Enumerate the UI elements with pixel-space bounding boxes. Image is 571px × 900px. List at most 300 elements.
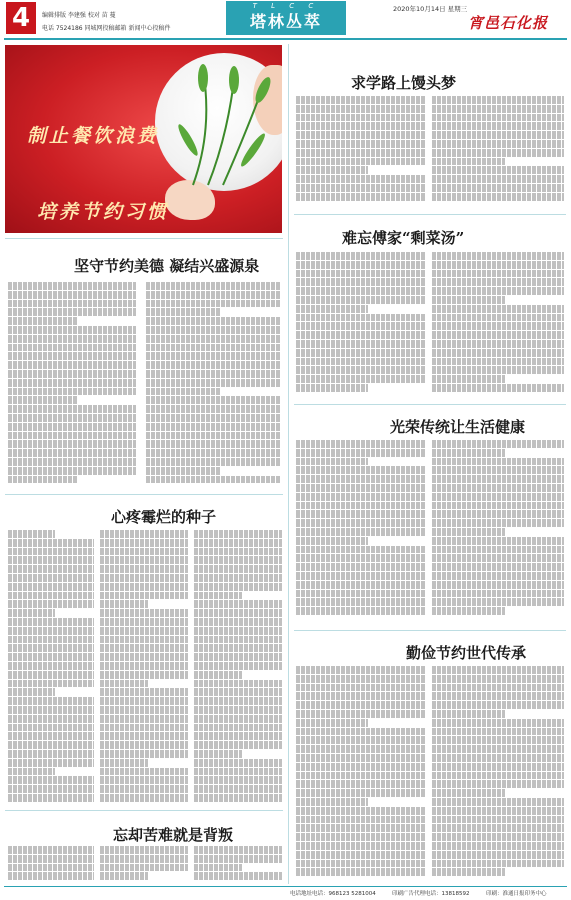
text-line: [8, 609, 55, 617]
text-line: [296, 710, 426, 718]
text-line: [296, 458, 368, 466]
text-line: [146, 379, 280, 387]
text-line: [296, 449, 426, 457]
article-title: 勤俭节约世代传承: [406, 644, 527, 662]
text-line: [8, 432, 136, 440]
article-title: 求学路上馒头梦: [351, 74, 457, 92]
text-line: [100, 872, 148, 880]
wheat-icon: [173, 60, 282, 190]
text-line: [8, 662, 94, 670]
text-line: [432, 384, 564, 392]
text-line: [432, 675, 564, 683]
text-line: [432, 528, 505, 536]
section-divider: [294, 404, 566, 405]
text-line: [100, 574, 188, 582]
section-divider: [294, 630, 566, 631]
text-line: [432, 684, 564, 692]
text-line: [296, 528, 426, 536]
article-body: [8, 846, 94, 882]
article-title: 心疼霉烂的种子: [111, 508, 217, 526]
issue-date: 2020年10月14日 星期三: [393, 5, 468, 13]
text-line: [194, 627, 282, 635]
text-line: [146, 308, 220, 316]
text-line: [296, 772, 426, 780]
text-line: [296, 358, 426, 366]
text-line: [194, 653, 282, 661]
text-line: [432, 96, 564, 104]
text-line: [432, 754, 564, 762]
section-title: 塔林丛萃: [249, 12, 322, 31]
text-line: [8, 592, 94, 600]
text-line: [432, 860, 564, 868]
text-line: [432, 278, 564, 286]
text-line: [432, 502, 564, 510]
text-line: [8, 776, 94, 784]
text-line: [8, 291, 136, 299]
text-line: [194, 864, 242, 872]
text-line: [194, 872, 282, 880]
text-line: [432, 666, 564, 674]
footer-left: 电话地址电话：968123 5281004: [290, 891, 376, 897]
text-line: [100, 785, 188, 793]
text-line: [100, 864, 188, 872]
text-line: [296, 684, 426, 692]
article-body: [296, 440, 426, 624]
article-body: [8, 530, 94, 804]
text-line: [8, 565, 94, 573]
section-divider: [5, 238, 283, 239]
article-body: [432, 252, 564, 398]
text-line: [194, 750, 242, 758]
slogan-line2: 培养节约习惯: [37, 201, 170, 223]
article-title: 忘却苦难就是背叛: [113, 826, 234, 844]
text-line: [8, 785, 94, 793]
text-line: [194, 768, 282, 776]
text-line: [432, 305, 564, 313]
text-line: [296, 375, 426, 383]
text-line: [8, 282, 136, 290]
text-line: [432, 780, 564, 788]
text-line: [8, 768, 55, 776]
footer-middle: 印刷广告代理电话：13818592: [392, 891, 470, 897]
text-line: [432, 331, 564, 339]
text-line: [296, 554, 426, 562]
text-line: [8, 396, 78, 404]
text-line: [432, 590, 564, 598]
article-body: [432, 440, 564, 624]
text-line: [432, 114, 564, 122]
text-line: [146, 326, 280, 334]
text-line: [146, 414, 280, 422]
text-line: [8, 335, 136, 343]
article-body: [8, 282, 136, 488]
text-line: [8, 449, 136, 457]
text-line: [8, 317, 78, 325]
text-line: [432, 366, 564, 374]
text-line: [100, 768, 188, 776]
text-line: [432, 692, 564, 700]
text-line: [432, 537, 564, 545]
text-line: [194, 600, 282, 608]
section-divider: [294, 214, 566, 215]
text-line: [100, 618, 188, 626]
text-line: [432, 842, 564, 850]
text-line: [8, 388, 136, 396]
text-line: [8, 361, 136, 369]
text-line: [432, 287, 564, 295]
text-line: [296, 149, 426, 157]
text-line: [296, 122, 426, 130]
text-line: [100, 609, 188, 617]
text-line: [296, 719, 368, 727]
text-line: [432, 184, 564, 192]
text-line: [432, 375, 505, 383]
text-line: [296, 842, 426, 850]
text-line: [296, 824, 426, 832]
text-line: [8, 846, 94, 854]
text-line: [432, 868, 505, 876]
text-line: [296, 322, 426, 330]
text-line: [296, 184, 426, 192]
text-line: [146, 476, 280, 484]
text-line: [432, 798, 564, 806]
text-line: [194, 574, 282, 582]
text-line: [432, 745, 564, 753]
article-title: 光荣传统让生活健康: [390, 418, 526, 436]
text-line: [100, 724, 188, 732]
text-line: [8, 414, 136, 422]
text-line: [296, 728, 426, 736]
contact-info: 电话 7524186 同城网投稿邮箱 新闻中心投稿件: [42, 25, 171, 32]
text-line: [194, 539, 282, 547]
text-line: [432, 349, 564, 357]
text-line: [8, 556, 94, 564]
text-line: [8, 653, 94, 661]
text-line: [8, 680, 94, 688]
text-line: [8, 326, 136, 334]
text-line: [296, 851, 426, 859]
article-body: [194, 530, 282, 804]
text-line: [146, 344, 280, 352]
text-line: [146, 370, 280, 378]
text-line: [432, 449, 505, 457]
text-line: [8, 627, 94, 635]
text-line: [296, 440, 426, 448]
text-line: [296, 807, 426, 815]
text-line: [432, 466, 564, 474]
text-line: [432, 440, 564, 448]
text-line: [296, 296, 426, 304]
text-line: [8, 872, 94, 880]
text-line: [432, 510, 564, 518]
text-line: [8, 370, 136, 378]
text-line: [432, 122, 564, 130]
text-line: [432, 519, 564, 527]
text-line: [146, 352, 280, 360]
text-line: [296, 502, 426, 510]
text-line: [8, 724, 94, 732]
text-line: [296, 780, 426, 788]
text-line: [432, 175, 564, 183]
text-line: [146, 396, 280, 404]
text-line: [100, 592, 188, 600]
text-line: [432, 598, 564, 606]
text-line: [296, 868, 426, 876]
article-body: [146, 282, 280, 488]
text-line: [296, 519, 426, 527]
text-line: [296, 736, 426, 744]
text-line: [8, 750, 94, 758]
text-line: [194, 662, 282, 670]
text-line: [296, 131, 426, 139]
text-line: [100, 688, 188, 696]
text-line: [296, 572, 426, 580]
text-line: [432, 833, 564, 841]
text-line: [432, 701, 564, 709]
text-line: [194, 636, 282, 644]
text-line: [194, 565, 282, 573]
article-body: [296, 96, 426, 208]
text-line: [100, 653, 188, 661]
text-line: [194, 724, 282, 732]
masthead-rule: [4, 38, 567, 40]
article-body: [432, 666, 564, 880]
text-line: [296, 261, 426, 269]
text-line: [8, 583, 94, 591]
text-line: [8, 405, 136, 413]
text-line: [194, 759, 282, 767]
text-line: [146, 405, 280, 413]
section-header: [226, 1, 346, 35]
text-line: [432, 710, 505, 718]
text-line: [432, 484, 564, 492]
text-line: [296, 331, 426, 339]
section-divider: [5, 494, 283, 495]
text-line: [146, 317, 280, 325]
text-line: [432, 772, 564, 780]
footer-rule: [4, 886, 567, 887]
text-line: [146, 300, 280, 308]
text-line: [100, 662, 188, 670]
text-line: [146, 423, 280, 431]
text-line: [100, 583, 188, 591]
text-line: [296, 563, 426, 571]
text-line: [194, 846, 282, 854]
text-line: [194, 785, 282, 793]
text-line: [296, 493, 426, 501]
text-line: [100, 706, 188, 714]
text-line: [8, 741, 94, 749]
text-line: [296, 789, 426, 797]
text-line: [432, 314, 564, 322]
text-line: [432, 296, 505, 304]
text-line: [100, 644, 188, 652]
text-line: [8, 644, 94, 652]
text-line: [432, 252, 564, 260]
text-line: [432, 851, 564, 859]
text-line: [8, 732, 94, 740]
text-line: [100, 680, 148, 688]
text-line: [100, 556, 188, 564]
text-line: [296, 96, 426, 104]
text-line: [146, 335, 280, 343]
text-line: [296, 475, 426, 483]
text-line: [296, 581, 426, 589]
text-line: [194, 706, 282, 714]
text-line: [8, 548, 94, 556]
banner-illustration: [5, 45, 282, 233]
text-line: [432, 719, 564, 727]
text-line: [432, 458, 564, 466]
text-line: [100, 794, 188, 802]
text-line: [8, 671, 94, 679]
text-line: [8, 759, 94, 767]
text-line: [100, 759, 148, 767]
text-line: [296, 140, 426, 148]
article-body: [194, 846, 282, 882]
text-line: [296, 158, 426, 166]
text-line: [432, 140, 564, 148]
text-line: [432, 572, 564, 580]
text-line: [194, 715, 282, 723]
text-line: [296, 166, 368, 174]
text-line: [296, 340, 426, 348]
text-line: [8, 467, 136, 475]
text-line: [146, 282, 280, 290]
text-line: [8, 636, 94, 644]
text-line: [296, 692, 426, 700]
text-line: [432, 763, 564, 771]
text-line: [194, 741, 282, 749]
column-divider: [288, 44, 289, 884]
text-line: [296, 270, 426, 278]
text-line: [296, 537, 368, 545]
text-line: [296, 798, 368, 806]
text-line: [432, 554, 564, 562]
text-line: [194, 688, 282, 696]
text-line: [296, 833, 426, 841]
article-title: 难忘傅家“剩菜汤”: [342, 229, 465, 247]
text-line: [8, 618, 94, 626]
text-line: [8, 423, 136, 431]
text-line: [432, 607, 505, 615]
text-line: [432, 563, 564, 571]
footer-right: 印刷：淮通日报印务中心: [486, 891, 547, 897]
text-line: [8, 476, 78, 484]
text-line: [432, 193, 564, 201]
text-line: [432, 340, 564, 348]
text-line: [296, 816, 426, 824]
text-line: [296, 598, 426, 606]
text-line: [8, 308, 136, 316]
article-body: [296, 252, 426, 398]
text-line: [8, 352, 136, 360]
text-line: [432, 105, 564, 113]
text-line: [8, 600, 94, 608]
text-line: [194, 732, 282, 740]
text-line: [8, 344, 136, 352]
text-line: [432, 358, 564, 366]
text-line: [194, 583, 282, 591]
text-line: [296, 484, 426, 492]
text-line: [100, 741, 188, 749]
text-line: [432, 546, 564, 554]
text-line: [296, 105, 426, 113]
text-line: [146, 388, 220, 396]
text-line: [100, 636, 188, 644]
text-line: [296, 349, 426, 357]
text-line: [432, 728, 564, 736]
section-divider: [5, 810, 283, 811]
text-line: [100, 776, 188, 784]
text-line: [146, 440, 280, 448]
editor-credits: 编辑排版 李建强 校对 苗 蔓: [42, 12, 116, 19]
text-line: [432, 789, 505, 797]
text-line: [432, 261, 564, 269]
text-line: [194, 697, 282, 705]
text-line: [296, 366, 426, 374]
text-line: [100, 600, 148, 608]
text-line: [8, 539, 94, 547]
text-line: [194, 776, 282, 784]
section-latin: T L C C: [252, 2, 320, 10]
text-line: [432, 158, 505, 166]
text-line: [432, 270, 564, 278]
text-line: [296, 763, 426, 771]
text-line: [8, 715, 94, 723]
article-title: 坚守节约美德 凝结兴盛源泉: [74, 257, 260, 275]
text-line: [296, 287, 426, 295]
text-line: [8, 574, 94, 582]
text-line: [296, 666, 426, 674]
text-line: [100, 715, 188, 723]
text-line: [296, 384, 368, 392]
text-line: [100, 732, 188, 740]
text-line: [146, 449, 280, 457]
page-number: 4: [6, 2, 36, 34]
text-line: [432, 166, 564, 174]
text-line: [296, 175, 426, 183]
text-line: [296, 114, 426, 122]
text-line: [100, 855, 188, 863]
text-line: [432, 736, 564, 744]
text-line: [296, 701, 426, 709]
text-line: [296, 860, 426, 868]
text-line: [100, 697, 188, 705]
text-line: [8, 697, 94, 705]
text-line: [432, 322, 564, 330]
text-line: [194, 609, 282, 617]
text-line: [296, 510, 426, 518]
text-line: [296, 278, 426, 286]
text-line: [8, 855, 94, 863]
text-line: [194, 556, 282, 564]
text-line: [296, 546, 426, 554]
text-line: [432, 816, 564, 824]
text-line: [8, 688, 55, 696]
text-line: [194, 592, 242, 600]
text-line: [100, 627, 188, 635]
article-body: [100, 530, 188, 804]
text-line: [8, 440, 136, 448]
text-line: [194, 618, 282, 626]
text-line: [296, 754, 426, 762]
text-line: [100, 671, 188, 679]
text-line: [194, 530, 282, 538]
text-line: [194, 671, 242, 679]
text-line: [296, 305, 368, 313]
text-line: [296, 745, 426, 753]
